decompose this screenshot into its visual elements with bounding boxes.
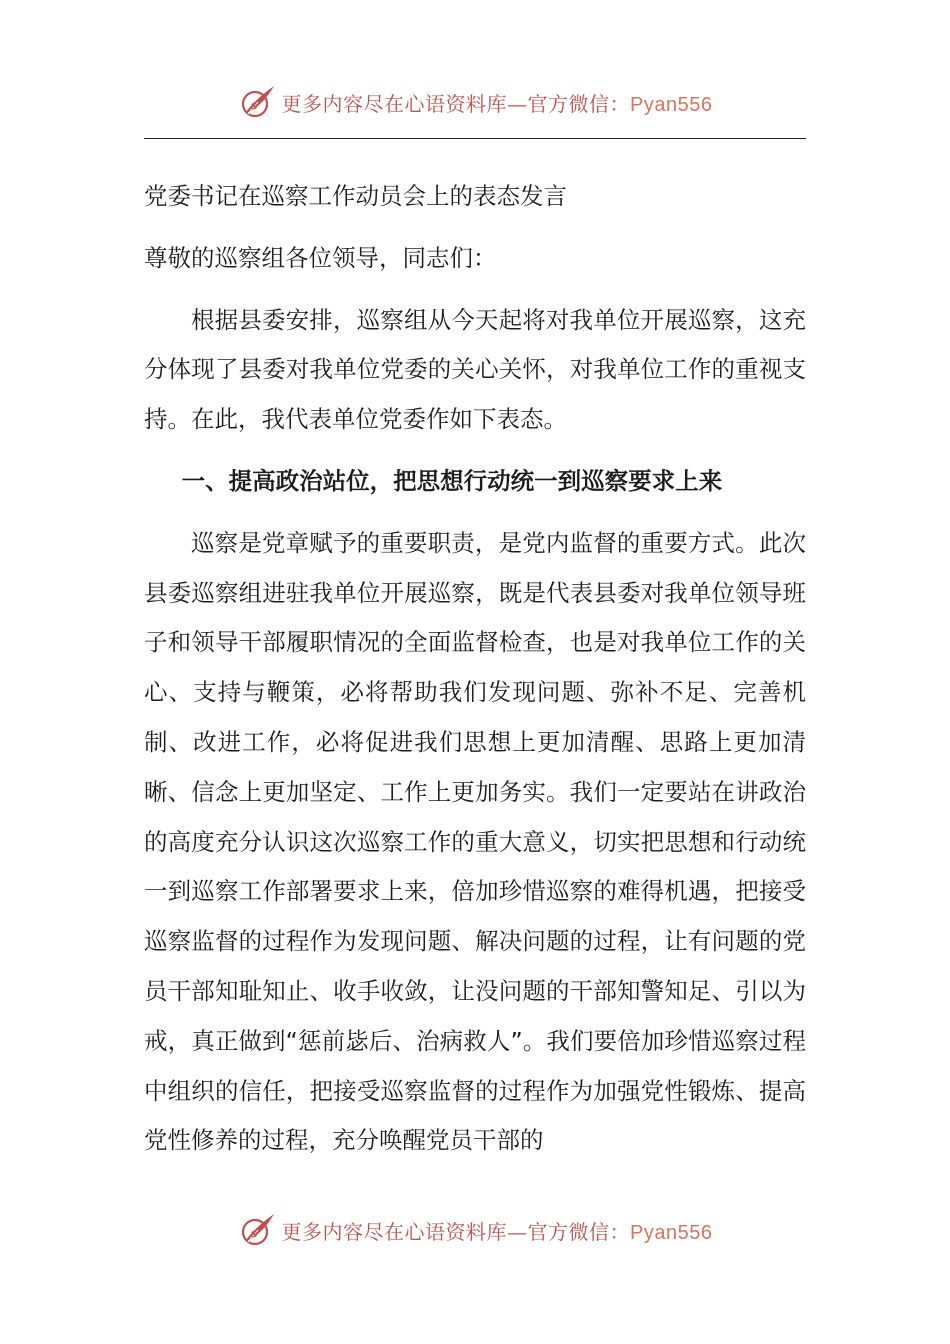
document-title: 党委书记在巡察工作动员会上的表态发言: [144, 182, 567, 210]
footer-banner: [0, 1208, 950, 1252]
footer-banner-text: [282, 1216, 713, 1245]
footer-wechat-id: Pyan556: [630, 1221, 713, 1244]
footer-library-name: 更多内容尽在心语资料库: [281, 1219, 508, 1244]
header-banner: [0, 80, 950, 124]
header-library-name: 更多内容尽在心语资料库: [281, 91, 508, 116]
quill-logo-icon: [238, 1210, 278, 1250]
footer-separator: —: [507, 1219, 528, 1244]
header-wechat-label: 官方微信：: [527, 91, 631, 116]
document-body: [144, 172, 806, 1178]
header-wechat-id: Pyan556: [630, 93, 713, 116]
salutation: 尊敬的巡察组各位领导，同志们：: [144, 243, 497, 272]
section-paragraph: 巡察是党章赋予的重要职责，是党内监督的重要方式。此次县委巡察组进驻我单位开展巡察，既是代表县委对我单位领导班子和领导干部履职情况的全面监督检查，也是对我单位工作的关心、支持与鞭策，必将帮助我们发现问题、弥补不足、完善机制、改进工作，必将促进我们思想上更加清醒、思路上更加清晰、信念上更加坚定、工作上更加务实。我们一定要站在讲政治的高度充分认识这次巡察工作的重大意义，切实把思想和行动统一到巡察工作部署要求上来，倍加珍惜巡察的难得机遇，把接受巡察监督的过程作为发现问题、解决问题的过程，让有问题的党员干部知耻知止、收手收敛，让没问题的干部知警知足、引以为戒，真正做到“惩前毖后、治病救人”。我们要倍加珍惜巡察过程中组织的信任，把接受巡察监督的过程作为加强党性锻炼、提高党性修养的过程，充分唤醒党员干部的: [144, 528, 806, 1155]
quill-logo-icon: [238, 82, 278, 122]
svg-text:s: s: [250, 1227, 257, 1240]
intro-paragraph: 根据县委安排，巡察组从今天起将对我单位开展巡察，这充分体现了县委对我单位党委的关心关怀，对我单位工作的重视支持。在此，我代表单位党委作如下表态。: [144, 305, 806, 434]
header-divider: [144, 138, 806, 139]
footer-wechat-label: 官方微信：: [527, 1219, 631, 1244]
section-heading: 一、提高政治站位，把思想行动统一到巡察要求上来: [181, 466, 723, 495]
header-separator: —: [507, 91, 528, 116]
header-banner-text: [282, 88, 713, 117]
svg-text:s: s: [250, 99, 257, 112]
